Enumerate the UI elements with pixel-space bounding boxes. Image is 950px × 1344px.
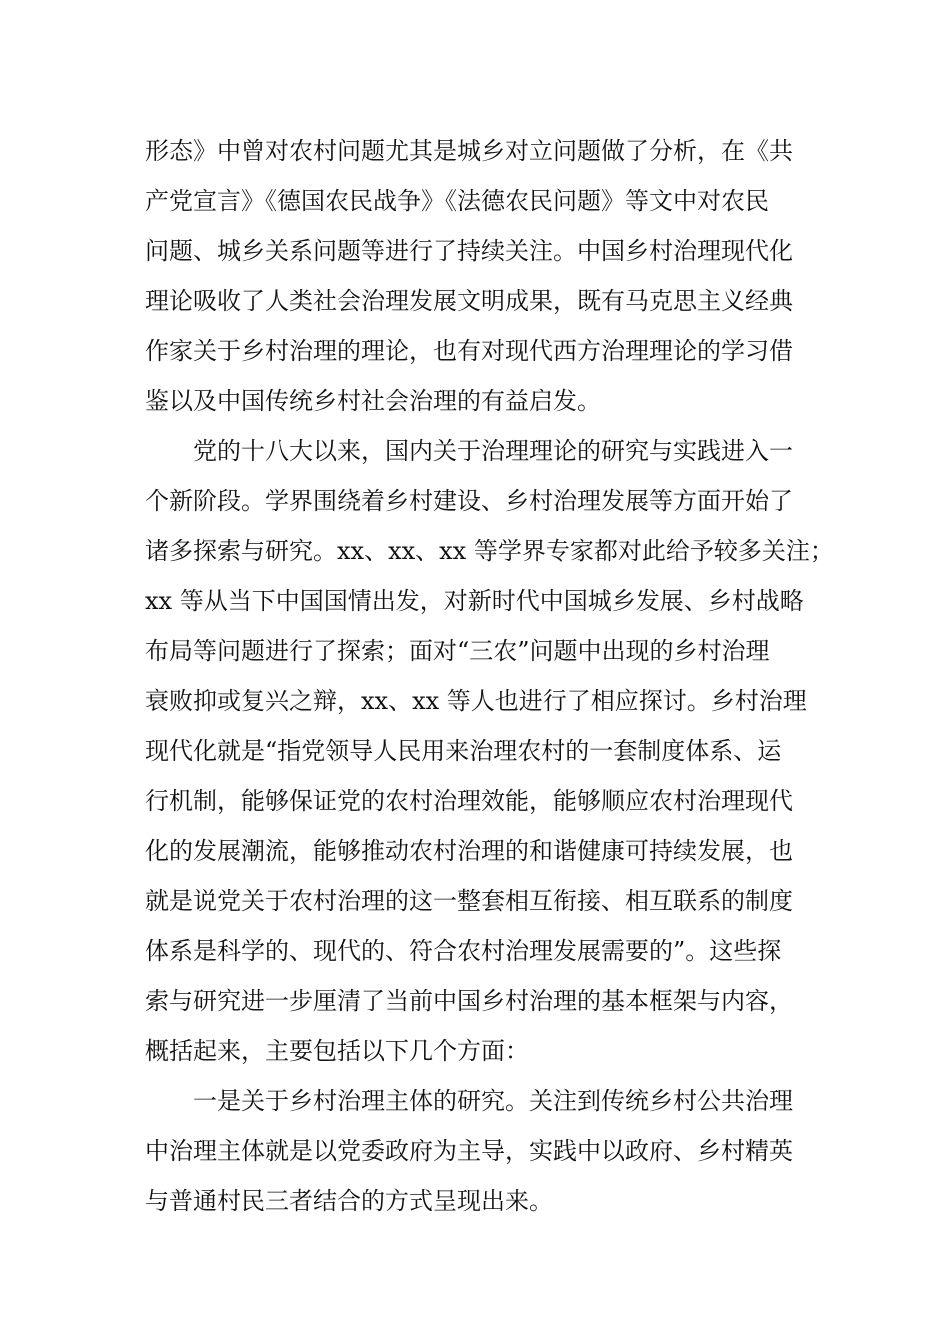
text-line: 体系是科学的、现代的、符合农村治理发展需要的”。这些探 bbox=[145, 937, 782, 965]
text-line: 问题、城乡关系问题等进行了持续关注。中国乡村治理现代化 bbox=[145, 237, 793, 265]
text-line: 个新阶段。学界围绕着乡村建设、乡村治理发展等方面开始了 bbox=[145, 487, 793, 515]
text-line: 产党宣言》《德国农民战争》《法德农民问题》等文中对农民 bbox=[145, 187, 769, 215]
text-line: 形态》中曾对农村问题尤其是城乡对立问题做了分析，在《共 bbox=[145, 137, 793, 165]
text-line: 行机制，能够保证党的农村治理效能，能够顺应农村治理现代 bbox=[145, 787, 793, 815]
text-line: 衰败抑或复兴之辩，xx、xx 等人也进行了相应探讨。乡村治理 bbox=[145, 687, 807, 715]
text-line: 索与研究进一步厘清了当前中国乡村治理的基本框架与内容， bbox=[145, 987, 793, 1015]
text-line: 概括起来，主要包括以下几个方面： bbox=[145, 1037, 529, 1065]
text-line: 与普通村民三者结合的方式呈现出来。 bbox=[145, 1187, 553, 1215]
text-line: 理论吸收了人类社会治理发展文明成果，既有马克思主义经典 bbox=[145, 287, 793, 315]
text-line: 中治理主体就是以党委政府为主导，实践中以政府、乡村精英 bbox=[145, 1137, 793, 1165]
text-line: 就是说党关于农村治理的这一整套相互衔接、相互联系的制度 bbox=[145, 887, 793, 915]
paragraph-first-line: 一是关于乡村治理主体的研究。关注到传统乡村公共治理 bbox=[193, 1087, 793, 1115]
paragraph-first-line: 党的十八大以来，国内关于治理理论的研究与实践进入一 bbox=[193, 437, 793, 465]
text-line: 作家关于乡村治理的理论，也有对现代西方治理理论的学习借 bbox=[145, 337, 793, 365]
text-line: 诸多探索与研究。xx、xx、xx 等学界专家都对此给予较多关注； bbox=[145, 537, 834, 565]
text-line: xx 等从当下中国国情出发，对新时代中国城乡发展、乡村战略 bbox=[145, 587, 804, 615]
text-line: 布局等问题进行了探索；面对“三农”问题中出现的乡村治理 bbox=[145, 637, 770, 665]
text-line: 现代化就是“指党领导人民用来治理农村的一套制度体系、运 bbox=[145, 737, 782, 765]
text-line: 化的发展潮流，能够推动农村治理的和谐健康可持续发展，也 bbox=[145, 837, 793, 865]
text-line: 鉴以及中国传统乡村社会治理的有益启发。 bbox=[145, 387, 601, 415]
